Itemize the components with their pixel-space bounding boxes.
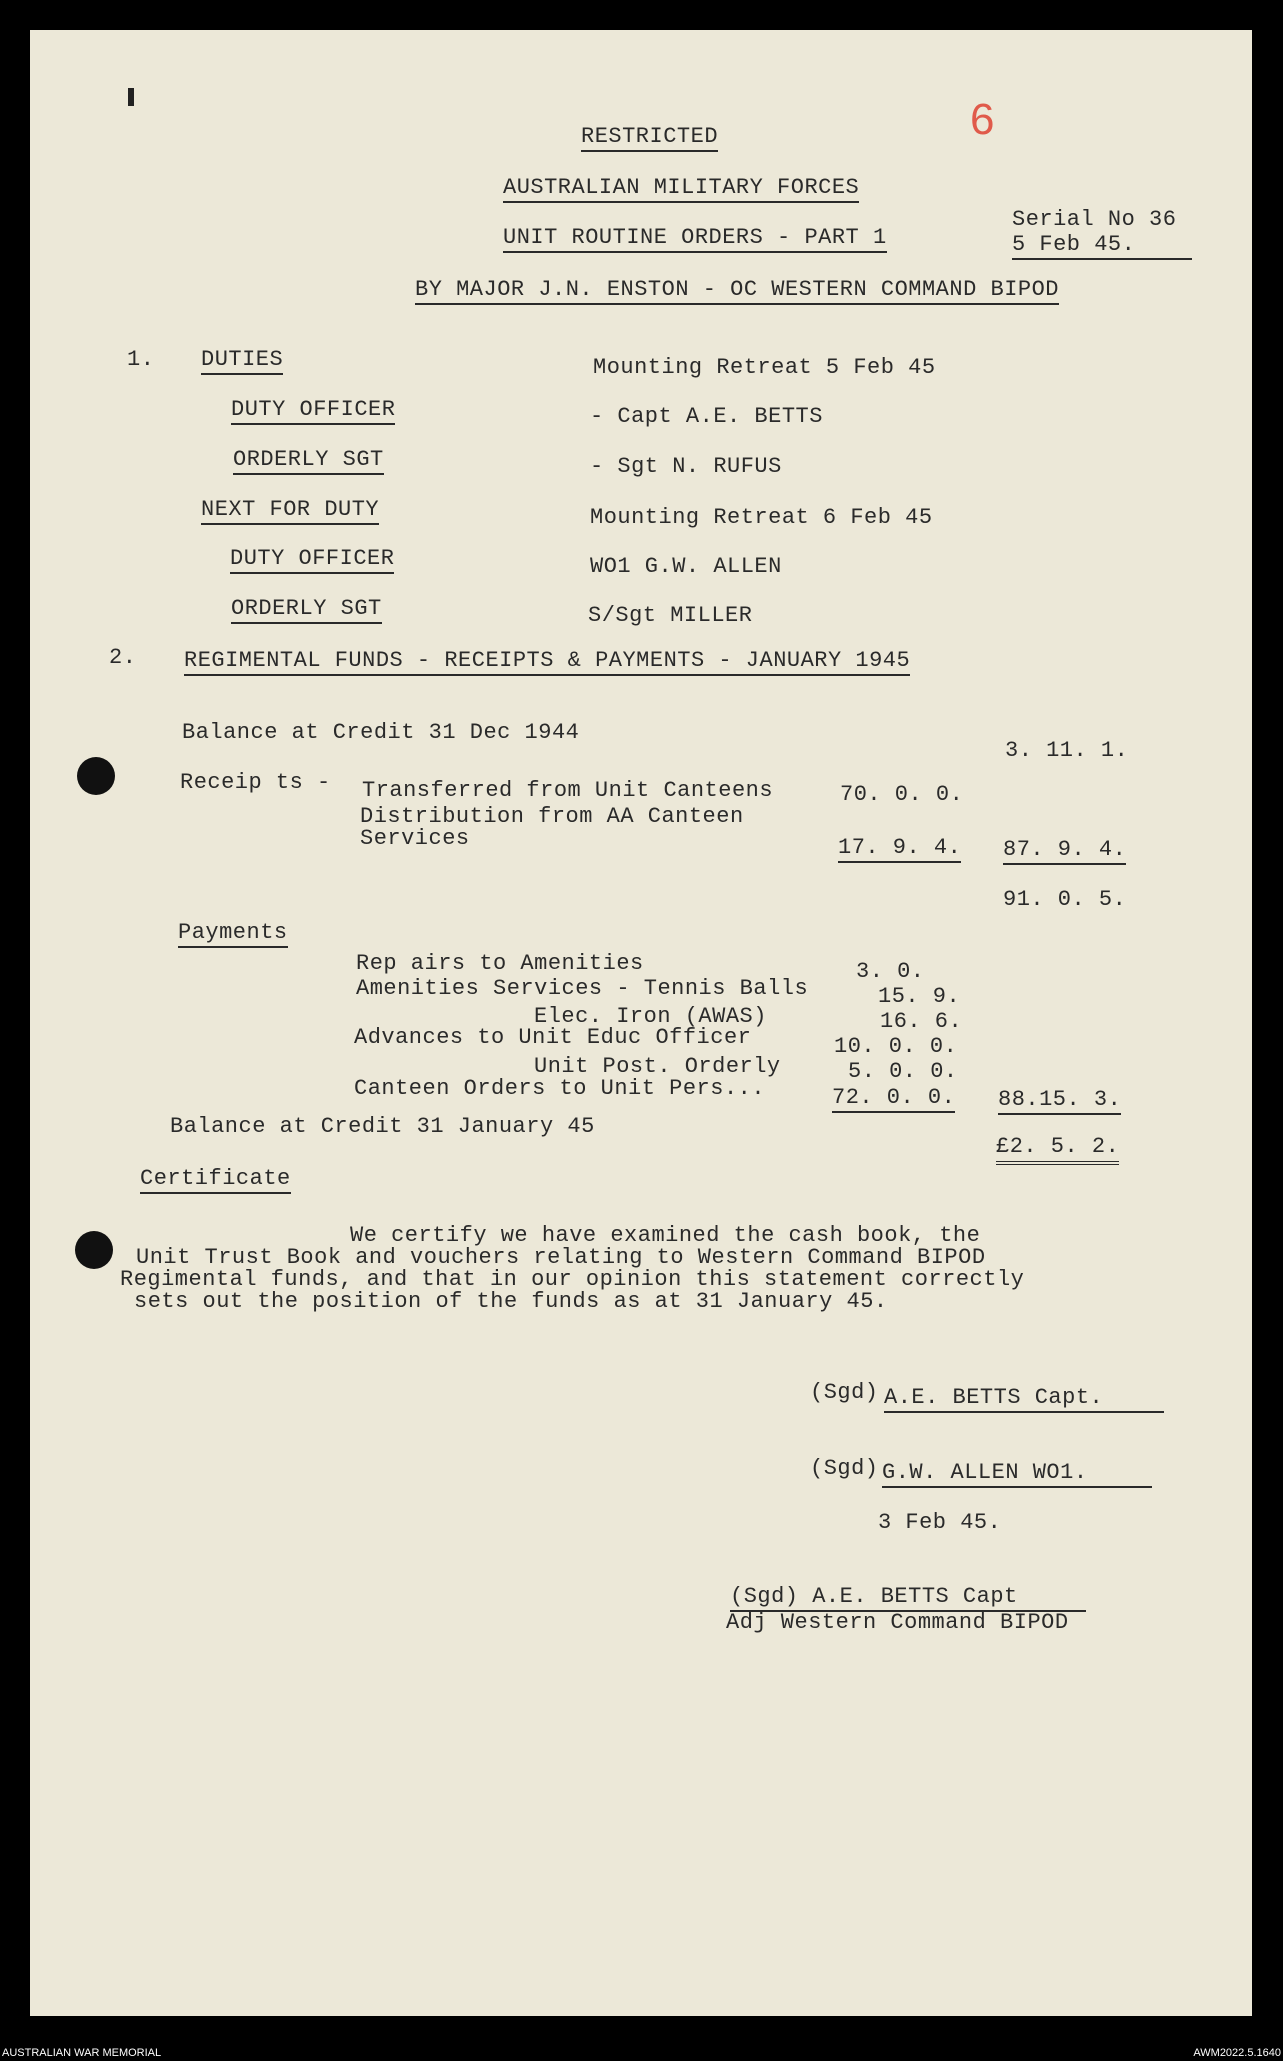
payment-item: Unit Post. Orderly xyxy=(534,1054,781,1079)
next-duty-officer-value: WO1 G.W. ALLEN xyxy=(590,554,782,579)
certificate-date: 3 Feb 45. xyxy=(878,1510,1002,1535)
serial-date: 5 Feb 45. xyxy=(1012,234,1192,260)
punch-hole xyxy=(77,757,115,795)
next-orderly-sgt-label: ORDERLY SGT xyxy=(231,598,382,624)
payments-total: 88.15. 3. xyxy=(998,1089,1121,1115)
orders-title: UNIT ROUTINE ORDERS - PART 1 xyxy=(503,227,887,253)
next-orderly-sgt-value: S/Sgt MILLER xyxy=(588,603,753,628)
payment-item: Elec. Iron (AWAS) xyxy=(534,1004,767,1029)
balance-value: 3. 11. 1. xyxy=(1005,738,1129,763)
receipt-item: Distribution from AA Canteen xyxy=(360,804,744,829)
next-duty-heading: NEXT FOR DUTY xyxy=(201,499,379,525)
balance-label: Balance at Credit 31 Dec 1944 xyxy=(182,720,580,745)
signature-prefix: (Sgd) xyxy=(810,1380,879,1405)
payment-amount: 3. 0. xyxy=(856,959,925,984)
duties-heading: DUTIES xyxy=(201,349,283,375)
punch-hole xyxy=(75,1231,113,1269)
receipt-item: Transferred from Unit Canteens xyxy=(362,778,774,803)
certificate-heading: Certificate xyxy=(140,1168,291,1194)
footer-credit: AUSTRALIAN WAR MEMORIAL xyxy=(2,2047,162,2059)
footer-accession: AWM2022.5.1640 xyxy=(1193,2047,1281,2059)
serial-number: Serial No 36 xyxy=(1012,207,1177,232)
final-signature: (Sgd) A.E. BETTS Capt xyxy=(730,1586,1086,1612)
mounting-line: Mounting Retreat 5 Feb 45 xyxy=(593,355,936,380)
closing-balance-value: £2. 5. 2. xyxy=(996,1136,1119,1165)
certificate-line: We certify we have examined the cash book, the xyxy=(350,1223,981,1248)
restricted-heading: RESTRICTED xyxy=(581,126,718,152)
section-number: 2. xyxy=(109,645,137,670)
payment-amount: 5. 0. 0. xyxy=(848,1059,958,1084)
payment-item: Rep airs to Amenities xyxy=(356,951,644,976)
org-heading: AUSTRALIAN MILITARY FORCES xyxy=(503,177,859,203)
subtotal: 91. 0. 5. xyxy=(1003,887,1127,912)
receipts-label: Receip ts - xyxy=(180,770,331,795)
by-line: BY MAJOR J.N. ENSTON - OC WESTERN COMMAND BIPOD xyxy=(415,279,1059,305)
certificate-line: Regimental funds, and that in our opinion this statement correctly xyxy=(120,1267,1025,1292)
payment-item: Canteen Orders to Unit Pers... xyxy=(354,1076,766,1101)
payment-amount: 15. 9. xyxy=(878,984,961,1009)
payment-item: Amenities Services - Tennis Balls xyxy=(356,976,809,1001)
signature-allen: G.W. ALLEN WO1. xyxy=(882,1462,1152,1488)
duty-officer-value: - Capt A.E. BETTS xyxy=(590,404,823,429)
receipt-amount: 70. 0. 0. xyxy=(840,782,964,807)
closing-balance-label: Balance at Credit 31 January 45 xyxy=(170,1114,595,1139)
payment-item: Advances to Unit Educ Officer xyxy=(354,1025,752,1050)
signature-prefix: (Sgd) xyxy=(810,1456,879,1481)
mounting-line: Mounting Retreat 6 Feb 45 xyxy=(590,505,933,530)
final-signature-title: Adj Western Command BIPOD xyxy=(726,1610,1069,1635)
receipt-item-continued: Services xyxy=(360,826,470,851)
signature-betts: A.E. BETTS Capt. xyxy=(884,1387,1164,1413)
ink-mark xyxy=(128,88,134,106)
duty-officer-label: DUTY OFFICER xyxy=(231,399,395,425)
orderly-sgt-label: ORDERLY SGT xyxy=(233,449,384,475)
certificate-line: Unit Trust Book and vouchers relating to Western Command BIPOD xyxy=(136,1245,986,1270)
funds-heading: REGIMENTAL FUNDS - RECEIPTS & PAYMENTS - JANUARY 1945 xyxy=(184,650,910,676)
payment-amount: 72. 0. 0. xyxy=(832,1087,955,1113)
payment-amount: 16. 6. xyxy=(880,1009,963,1034)
receipt-amount: 17. 9. 4. xyxy=(838,837,961,863)
next-duty-officer-label: DUTY OFFICER xyxy=(230,548,394,574)
orderly-sgt-value: - Sgt N. RUFUS xyxy=(590,454,782,479)
certificate-line: sets out the position of the funds as at 31 January 45. xyxy=(134,1289,888,1314)
receipts-total: 87. 9. 4. xyxy=(1003,839,1126,865)
payment-amount: 10. 0. 0. xyxy=(834,1034,958,1059)
section-number: 1. xyxy=(127,347,155,372)
payments-label: Payments xyxy=(178,922,288,948)
page-number-mark: 6 xyxy=(970,95,995,144)
